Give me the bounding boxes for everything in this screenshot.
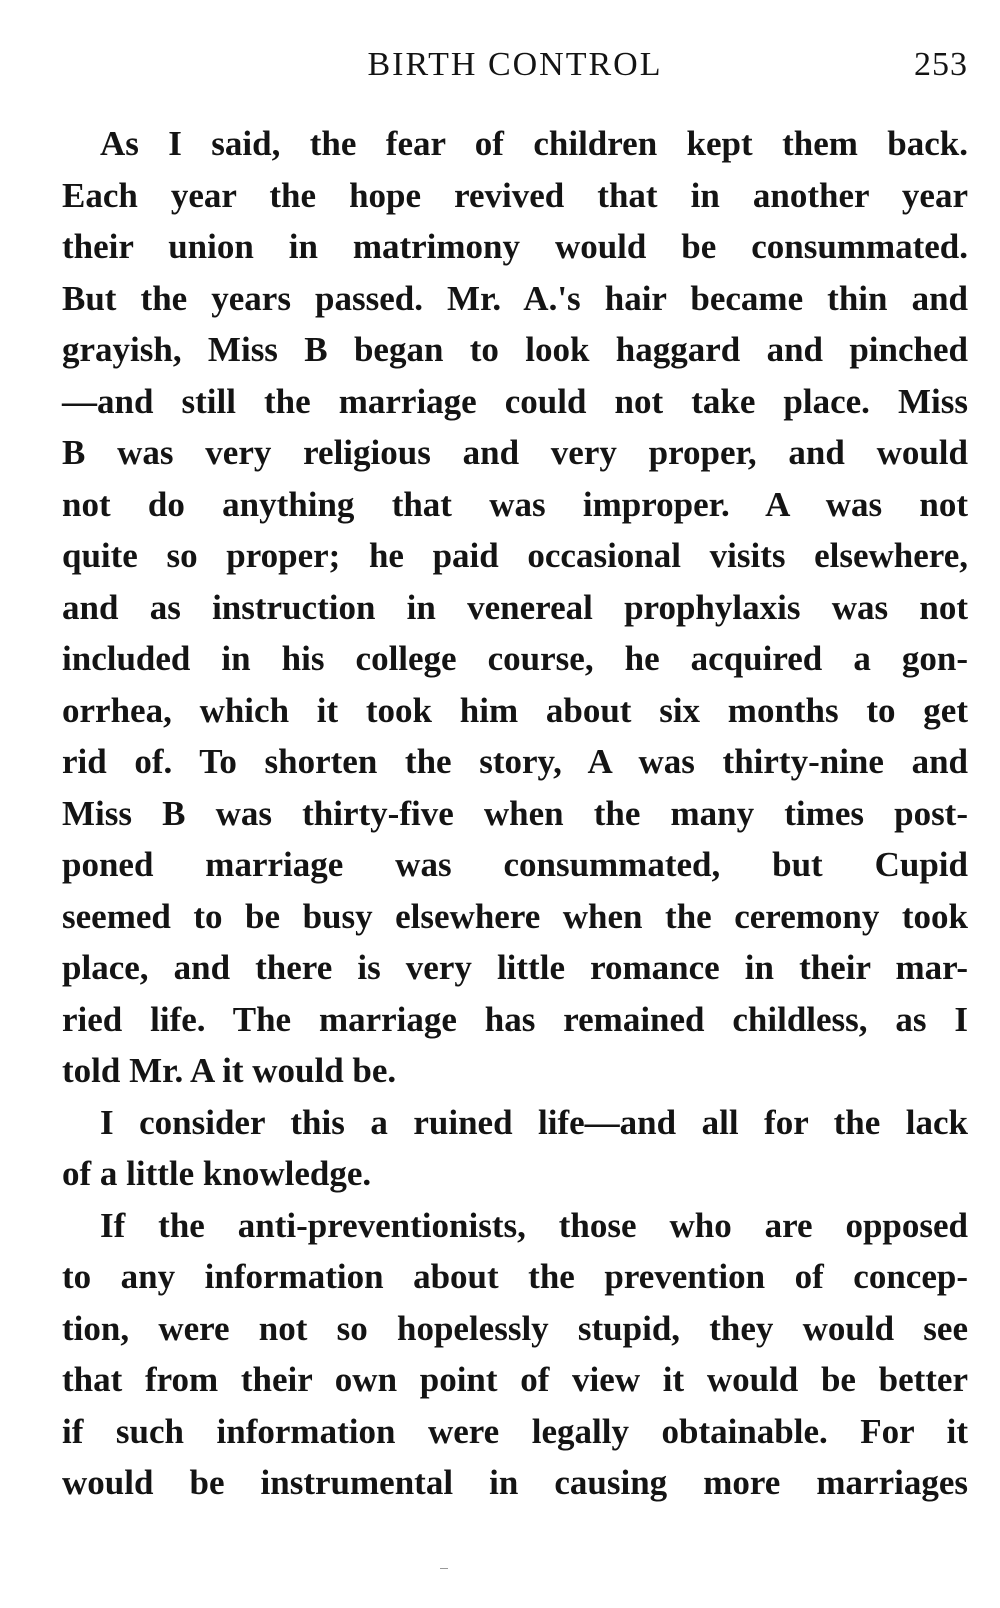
- page-header: [62, 40, 968, 90]
- text-line: to any information about the prevention of concep-: [62, 1257, 968, 1296]
- print-speck: [440, 1568, 448, 1569]
- text-line: their union in matrimony would be consummated.: [62, 227, 968, 266]
- text-line: Each year the hope revived that in another year: [62, 175, 968, 215]
- text-line: seemed to be busy elsewhere when the ceremony took: [62, 896, 968, 936]
- body-text: [62, 118, 968, 1509]
- text-line: told Mr. A it would be.: [62, 1051, 397, 1090]
- text-line: quite so proper; he paid occasional visits elsewhere,: [62, 536, 968, 575]
- text-line: B was very religious and very proper, and would: [62, 433, 968, 472]
- text-line: and as instruction in venereal prophylaxis was not: [62, 587, 968, 627]
- text-line: place, and there is very little romance in their mar-: [62, 948, 968, 987]
- running-title: BIRTH CONTROL: [367, 46, 663, 83]
- page-number: 253: [914, 46, 968, 83]
- text-line: orrhea, which it took him about six months to get: [62, 690, 968, 730]
- text-line: —and still the marriage could not take place. Miss: [62, 381, 968, 421]
- text-line: tion, were not so hopelessly stupid, they would see: [62, 1308, 968, 1348]
- text-line: ried life. The marriage has remained childless, as I: [62, 999, 968, 1039]
- text-line: If the anti-preventionists, those who are opposed: [100, 1205, 968, 1245]
- text-line: of a little knowledge.: [62, 1154, 372, 1193]
- text-line: Miss B was thirty-five when the many times post-: [62, 793, 968, 833]
- text-line: I consider this a ruined life—and all for the lack: [100, 1102, 968, 1142]
- text-line: included in his college course, he acquired a gon-: [62, 639, 968, 678]
- text-line: As I said, the fear of children kept them back.: [100, 124, 968, 163]
- text-line: rid of. To shorten the story, A was thirty-nine and: [62, 742, 968, 781]
- text-line: poned marriage was consummated, but Cupid: [62, 845, 968, 884]
- text-line: But the years passed. Mr. A.'s hair became thin and: [62, 278, 968, 318]
- text-line: would be instrumental in causing more marriages: [62, 1463, 968, 1502]
- text-line: grayish, Miss B began to look haggard and pinched: [62, 330, 968, 369]
- text-line: that from their own point of view it would be better: [62, 1360, 968, 1399]
- text-line: not do anything that was improper. A was not: [62, 484, 968, 524]
- text-line: if such information were legally obtainable. For it: [62, 1411, 968, 1451]
